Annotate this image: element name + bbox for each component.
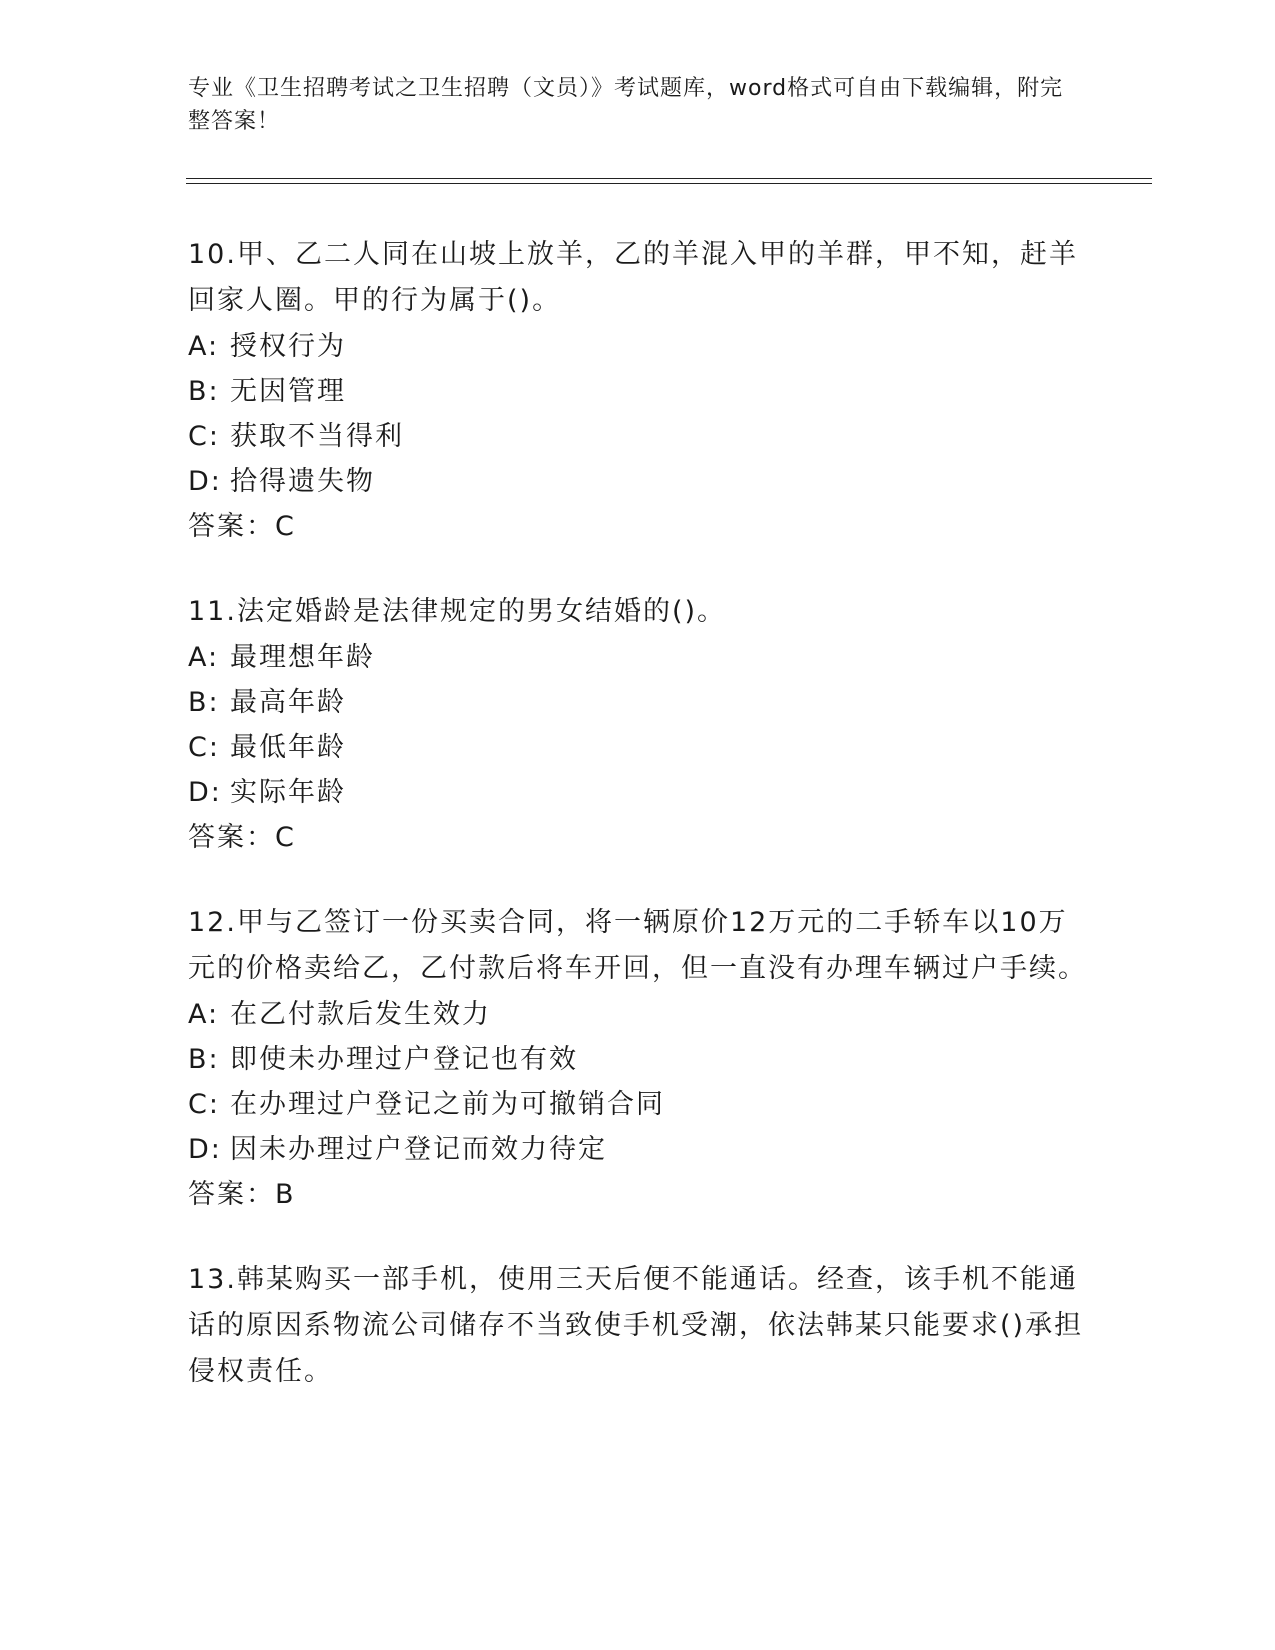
option-text: 实际年龄 [230, 777, 346, 808]
question-11 [188, 589, 1088, 861]
document-header: 专业《卫生招聘考试之卫生招聘（文员）》考试题库，word格式可自由下载编辑，附完整答案！ [188, 76, 1064, 134]
option-text: 即使未办理过户登记也有效 [230, 1044, 578, 1075]
option-a [188, 324, 1088, 369]
option-text: 授权行为 [230, 331, 346, 362]
option-key: C: [188, 1089, 220, 1120]
question-stem: 10.甲、乙二人同在山坡上放羊，乙的羊混入甲的羊群，甲不知，赶羊回家人圈。甲的行为属于()。 [188, 239, 1078, 316]
option-text: 因未办理过户登记而效力待定 [230, 1134, 607, 1165]
option-d [188, 1127, 1088, 1172]
answer: 答案：C [188, 822, 296, 853]
question-12 [188, 900, 1088, 1218]
option-key: C: [188, 732, 220, 763]
header-divider-bottom [186, 183, 1152, 184]
question-stem: 11.法定婚龄是法律规定的男女结婚的()。 [188, 596, 727, 627]
option-d [188, 459, 1088, 504]
option-text: 在乙付款后发生效力 [230, 999, 491, 1030]
option-key: A: [188, 642, 220, 673]
option-c [188, 1082, 1088, 1127]
question-13 [188, 1257, 1088, 1395]
header-divider-top [186, 178, 1152, 179]
option-key: B: [188, 1044, 220, 1075]
option-b [188, 369, 1088, 414]
option-c [188, 725, 1088, 770]
answer: 答案：B [188, 1179, 296, 1210]
option-text: 在办理过户登记之前为可撤销合同 [230, 1089, 665, 1120]
option-a [188, 635, 1088, 680]
question-stem: 12.甲与乙签订一份买卖合同，将一辆原价12万元的二手轿车以10万元的价格卖给乙，乙付款后将车开回，但一直没有办理车辆过户手续。 [188, 907, 1087, 984]
option-d [188, 770, 1088, 815]
option-key: B: [188, 687, 220, 718]
option-b [188, 680, 1088, 725]
question-10 [188, 232, 1088, 550]
option-a [188, 992, 1088, 1037]
option-text: 无因管理 [230, 376, 346, 407]
option-text: 获取不当得利 [230, 421, 404, 452]
option-key: A: [188, 999, 220, 1030]
option-key: D: [188, 1134, 222, 1165]
option-key: A: [188, 331, 220, 362]
option-b [188, 1037, 1088, 1082]
option-key: D: [188, 466, 222, 497]
option-c [188, 414, 1088, 459]
option-key: B: [188, 376, 220, 407]
question-list [188, 232, 1088, 1434]
option-key: C: [188, 421, 220, 452]
option-text: 最低年龄 [230, 732, 346, 763]
question-stem: 13.韩某购买一部手机，使用三天后便不能通话。经查，该手机不能通话的原因系物流公司储存不当致使手机受潮，依法韩某只能要求()承担侵权责任。 [188, 1264, 1084, 1387]
option-text: 拾得遗失物 [230, 466, 375, 497]
option-text: 最高年龄 [230, 687, 346, 718]
option-text: 最理想年龄 [230, 642, 375, 673]
answer: 答案：C [188, 511, 296, 542]
option-key: D: [188, 777, 222, 808]
